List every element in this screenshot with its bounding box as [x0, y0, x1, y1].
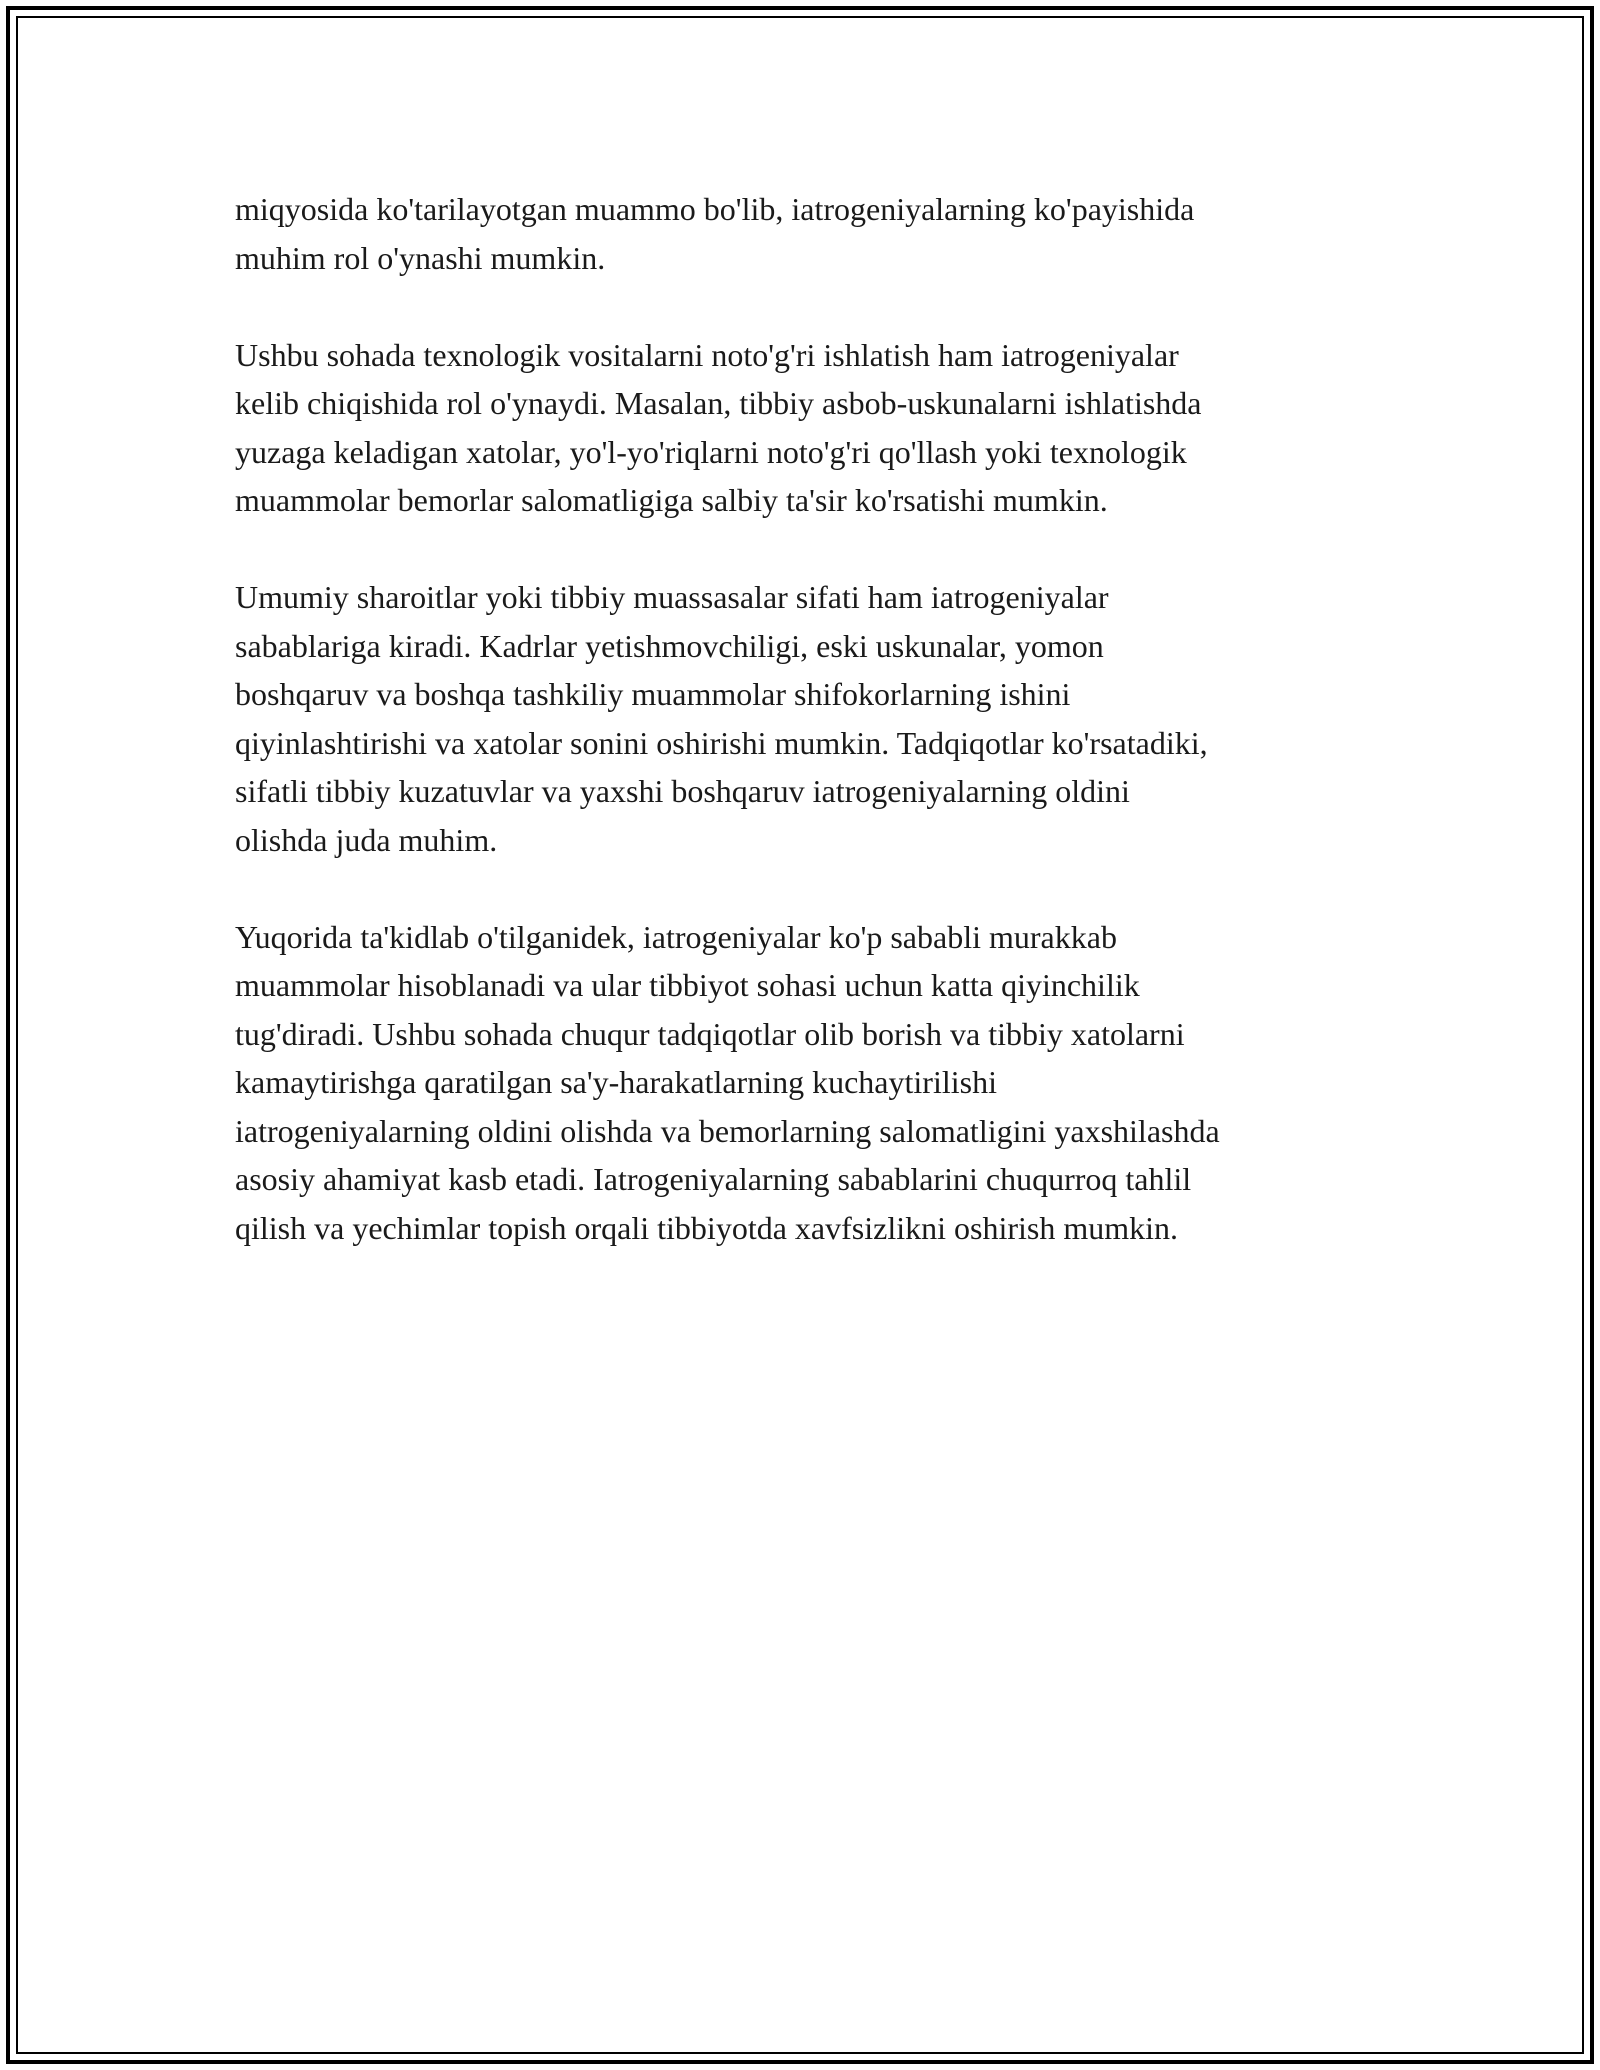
paragraph-2: Ushbu sohada texnologik vositalarni noto'g'ri ishlatish ham iatrogeniyalar kelib chiqishida rol o'ynaydi. Masalan, tibbiy asbob-uskunalarni ishlatishda yuzaga keladigan xatolar, yo'l-yo'riqlarni noto'g'ri qo'llash yoki texnologik muammolar bemorlar salomatligiga salbiy ta'sir ko'rsatishi mumkin. — [235, 336, 1202, 518]
page-content — [235, 185, 1375, 1301]
paragraph-1: miqyosida ko'tarilayotgan muammo bo'lib, iatrogeniyalarning ko'payishida muhim rol o'ynashi mumkin. — [235, 191, 1195, 276]
paragraph-3: Umumiy sharoitlar yoki tibbiy muassasalar sifati ham iatrogeniyalar sabablariga kiradi. Kadrlar yetishmovchiligi, eski uskunalar, yomon boshqaruv va boshqa tashkiliy muammolar shifokorlarning ishini qiyinlashtirishi va xatolar sonini oshirishi mumkin. Tadqiqotlar ko'rsatadiki, sifatli tibbiy kuzatuvlar va yaxshi boshqaruv iatrogeniyalarning oldini olishda juda muhim. — [235, 579, 1208, 858]
paragraph-4: Yuqorida ta'kidlab o'tilganidek, iatrogeniyalar ko'p sababli murakkab muammolar hisoblanadi va ular tibbiyot sohasi uchun katta qiyinchilik tug'diradi. Ushbu sohada chuqur tadqiqotlar olib borish va tibbiy xatolarni kamaytirishga qaratilgan sa'y-harakatlarning kuchaytirilishi iatrogeniyalarning oldini olishda va bemorlarning salomatligini yaxshilashda asosiy ahamiyat kasb etadi. Iatrogeniyalarning sabablarini chuqurroq tahlil qilish va yechimlar topish orqali tibbiyotda xavfsizlikni oshirish mumkin. — [235, 918, 1220, 1246]
